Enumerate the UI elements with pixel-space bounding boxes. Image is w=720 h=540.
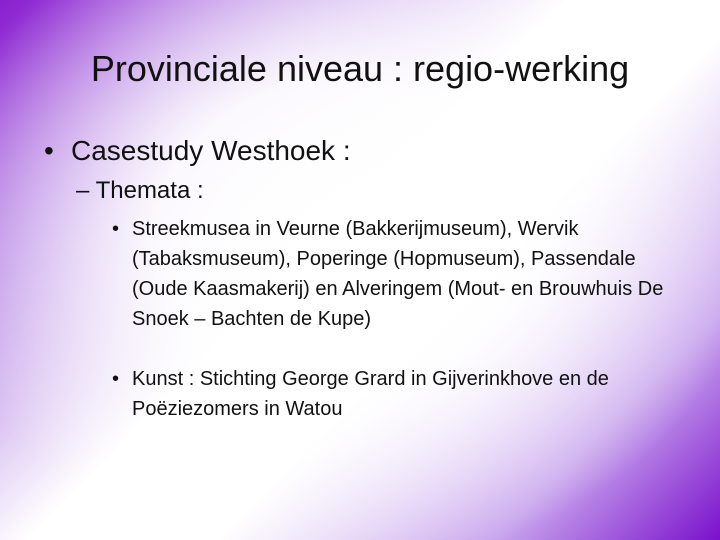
sub-sub-bullet-kunst-text: Kunst : Stichting George Grard in Gijverinkhove en de Poëziezomers in Watou (132, 368, 609, 420)
bullet-dot-icon: • (112, 368, 120, 390)
bullet-dot-icon: • (44, 135, 54, 166)
sub-bullet-themata: – Themata : (76, 177, 204, 204)
sub-sub-bullet-kunst (112, 364, 692, 424)
bullet-casestudy-text: Casestudy Westhoek : (71, 135, 351, 166)
sub-sub-bullet-streekmusea (112, 214, 692, 334)
sub-sub-bullet-streekmusea-text: Streekmusea in Veurne (Bakkerijmuseum), Wervik (Tabaksmuseum), Poperinge (Hopmuseum), Passendale (Oude Kaasmakerij) en Alveringem (Mout- en Brouwhuis De Snoek – Bachten de Kupe) (132, 218, 664, 330)
slide-title: Provinciale niveau : regio-werking (90, 48, 630, 89)
bullet-dot-icon: • (112, 218, 120, 240)
